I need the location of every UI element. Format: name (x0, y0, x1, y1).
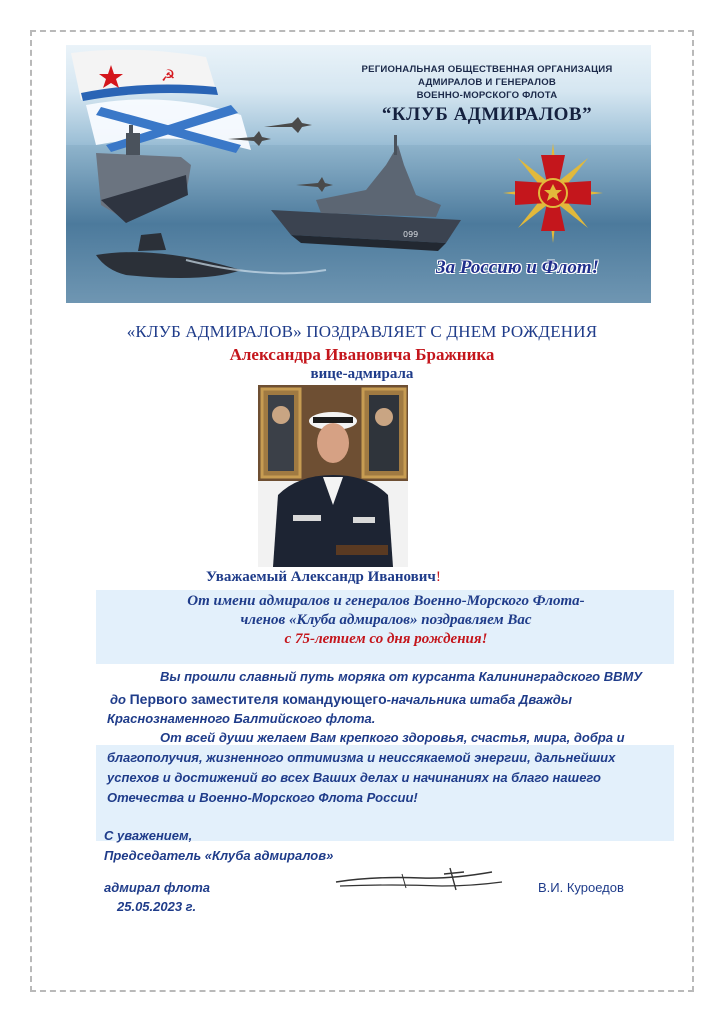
club-name: “КЛУБ АДМИРАЛОВ” (381, 104, 593, 125)
greeting-text: Уважаемый Александр Иванович (206, 569, 436, 585)
ship-number: 099 (403, 230, 419, 239)
organization-title (328, 63, 646, 126)
signer-name-text: В.И. Куроедов (538, 880, 624, 895)
greeting-exclamation: ! (435, 569, 441, 585)
signer-name (538, 878, 624, 898)
body-line-6: успехов и достижений во всех Ваших делах и начинаниях на благо нашего (107, 770, 601, 785)
org-line-3: ВОЕННО-МОРСКОГО ФЛОТА (416, 90, 558, 101)
order-cross-icon (503, 143, 603, 243)
body-line-3: Краснознаменного Балтийского флота. (107, 711, 376, 726)
soviet-naval-flag-icon (71, 50, 218, 101)
body-line-4: От всей души желаем Вам крепкого здоровья, счастья, мира, добра и (160, 730, 625, 745)
signer-rank: адмирал флота (104, 880, 210, 895)
body-line-7: Отечества и Военно-Морского Флота России! (107, 790, 418, 805)
signature-date: 25.05.2023 г. (117, 899, 197, 914)
handwritten-signature (332, 864, 512, 896)
svg-text:☭: ☭ (161, 66, 176, 85)
org-line-1: РЕГИОНАЛЬНАЯ ОБЩЕСТВЕННАЯ ОРГАНИЗАЦИЯ (361, 64, 613, 75)
body-line-2-c: -начальника штаба Дважды (386, 692, 572, 707)
congratulation-heading: «КЛУБ АДМИРАЛОВ» ПОЗДРАВЛЯЕТ С ДНЕМ РОЖДЕНИЯ (126, 322, 598, 341)
intro-line-2: членов «Клуба адмиралов» поздравляем Вас (240, 612, 532, 628)
honoree-name: Александра Ивановича Бражника (229, 345, 495, 364)
org-line-2: АДМИРАЛОВ И ГЕНЕРАЛОВ (417, 77, 557, 88)
intro-line-1: От имени адмиралов и генералов Военно-Морского Флота- (187, 593, 585, 609)
body-line-2-a: до (110, 692, 130, 707)
body-line-2 (110, 689, 572, 710)
intro-line-3: с 75-летием со дня рождения! (284, 631, 488, 647)
body-line-5: благополучия, жизненного оптимизма и неиссякаемой энергии, дальнейших (107, 750, 616, 765)
chairman-title: Председатель «Клуба адмиралов» (104, 848, 334, 863)
body-line-1: Вы прошли славный путь моряка от курсанта Калининградского ВВМУ (160, 669, 643, 684)
regards: С уважением, (104, 828, 193, 843)
body-line-2-b: Первого заместителя командующего (129, 691, 387, 707)
motto: За Россию и Флот! (436, 257, 599, 278)
portrait-photo (258, 385, 408, 567)
header-banner (66, 45, 651, 303)
st-andrew-flag-icon (86, 99, 251, 153)
greeting (206, 569, 441, 586)
honoree-rank: вице-адмирала (310, 366, 414, 382)
